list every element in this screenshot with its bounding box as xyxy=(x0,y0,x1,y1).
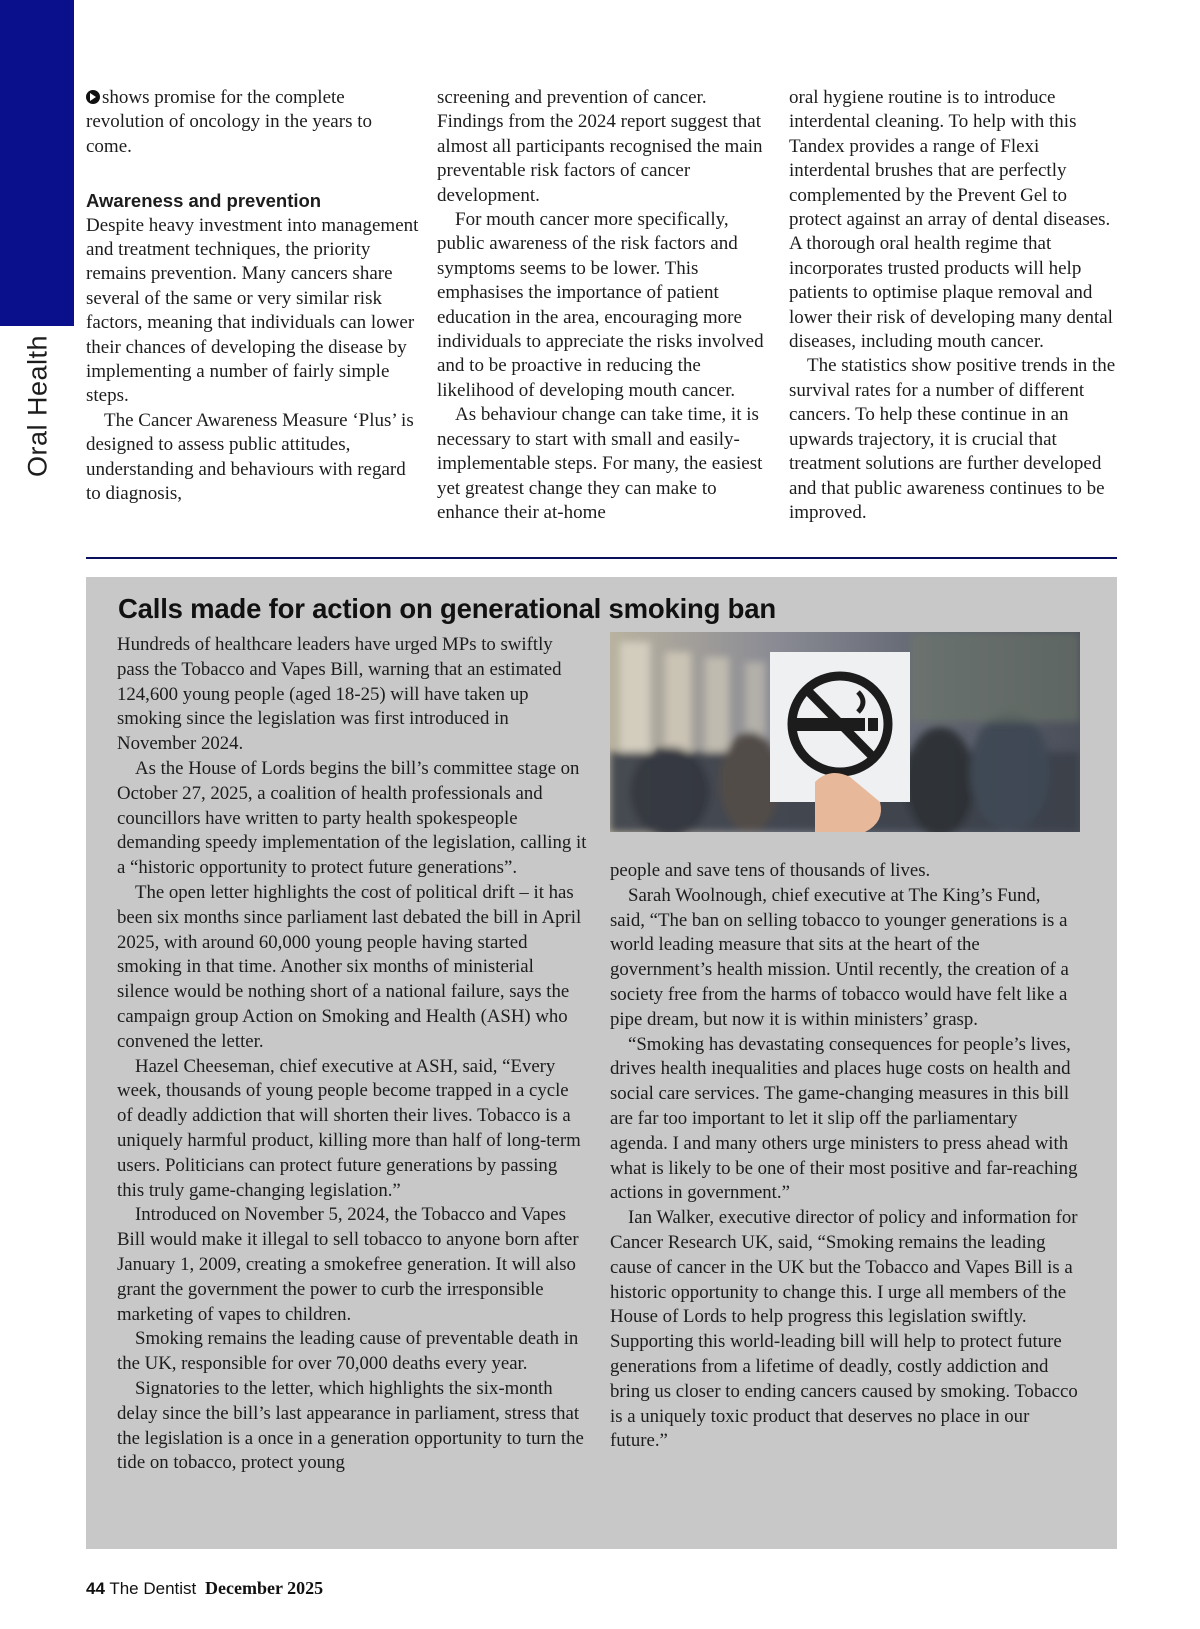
news-paragraph: Signatories to the letter, which highlights the six-month delay since the bill’s last appearance in parliament, stress that the legislation is a once in a generation opportunity to turn the tide on tobacco, protect young xyxy=(117,1377,584,1474)
news-paragraph: Smoking remains the leading cause of preventable death in the UK, responsible for over 70,000 deaths every year. xyxy=(117,1328,579,1375)
news-paragraph: Hazel Cheeseman, chief executive at ASH, said, “Every week, thousands of young people become trapped in a cycle of deadly addiction that will shorten their lives. Tobacco is a uniquely harmful product, killing more than half of long-term users. Politicians can protect future generations by passing this truly game-changing legislation.” xyxy=(117,1055,581,1201)
article-column-3 xyxy=(789,86,1124,525)
article-paragraph: shows promise for the complete revolution of oncology in the years to come. xyxy=(86,87,372,157)
news-paragraph: Sarah Woolnough, chief executive at The King’s Fund, said, “The ban on selling tobacco to younger generations is a world leading measure that sits at the heart of the government’s health mission. Until recently, the creation of a society free from the harms of tobacco would have felt like a pipe dream, but now it is within ministers’ grasp. xyxy=(610,884,1069,1030)
article-paragraph: The Cancer Awareness Measure ‘Plus’ is designed to assess public attitudes, understanding and behaviours with regard to diagnosis, xyxy=(86,409,414,505)
news-paragraph: Hundreds of healthcare leaders have urged MPs to swiftly pass the Tobacco and Vapes Bill, warning that an estimated 124,600 young people (aged 18-25) will have taken up smoking since the legislation was first introduced in November 2024. xyxy=(117,634,562,755)
article-paragraph: Despite heavy investment into management and treatment techniques, the priority remains prevention. Many cancers share several of the same or very similar risk factors, meaning that individuals can lower their chances of developing the disease by implementing a number of fairly simple steps. xyxy=(86,214,419,407)
article-paragraph: oral hygiene routine is to introduce interdental cleaning. To help with this Tandex provides a range of Flexi interdental brushes that are perfectly complemented by the Prevent Gel to protect against an array of dental diseases. A thorough oral health regime that incorporates trusted products will help patients to optimise plaque removal and lower their risk of developing many dental diseases, including mouth cancer. xyxy=(789,87,1113,353)
news-paragraph: The open letter highlights the cost of political drift – it has been six months since parliament last debated the bill in April 2025, with around 60,000 young people having started smoking in that time. Another six months of ministerial silence would be nothing short of a national failure, says the campaign group Action on Smoking and Health (ASH) who convened the letter. xyxy=(117,881,582,1052)
publication-name: The Dentist xyxy=(109,1579,197,1598)
issue-date: December 2025 xyxy=(205,1578,324,1598)
section-divider xyxy=(86,557,1117,559)
news-paragraph: As the House of Lords begins the bill’s committee stage on October 27, 2025, a coalition of health professionals and councillors have written to party health spokespeople demanding speedy implementation of the legislation, calling it a “historic opportunity to protect future generations”. xyxy=(117,757,587,879)
news-paragraph: Ian Walker, executive director of policy and information for Cancer Research UK, said, “Smoking remains the leading cause of cancer in the UK but the Tobacco and Vapes Bill is a historic opportunity to change this. I urge all members of the House of Lords to help progress this legislation swiftly. Supporting this world-leading bill will help to protect future generations from a lifetime of deadly, costly addiction and bring us closer to ending cancers caused by smoking. Tobacco is a uniquely toxic product that deserves no place in our future.” xyxy=(610,1207,1078,1452)
article-paragraph: As behaviour change can take time, it is necessary to start with small and easily-implementable steps. For many, the easiest yet greatest change they can make to enhance their at-home xyxy=(437,404,763,523)
continued-arrow-icon xyxy=(86,90,100,104)
section-label: Oral Health xyxy=(22,334,53,478)
section-color-bar xyxy=(0,0,74,326)
news-box xyxy=(86,577,1117,1549)
no-smoking-sign-image xyxy=(610,632,1080,832)
news-box-title: Calls made for action on generational smoking ban xyxy=(118,593,776,624)
article-paragraph: For mouth cancer more specifically, public awareness of the risk factors and symptoms seems to be lower. This emphasises the importance of patient education in the area, encouraging more individuals to appreciate the risks involved and to be proactive in reducing the likelihood of developing mouth cancer. xyxy=(437,209,764,401)
page-number: 44 xyxy=(86,1579,105,1598)
article-paragraph: screening and prevention of cancer. Findings from the 2024 report suggest that almost all participants recognised the main preventable risk factors of cancer development. xyxy=(437,87,763,206)
article-subheading: Awareness and prevention xyxy=(86,190,322,212)
news-paragraph: “Smoking has devastating consequences for people’s lives, drives health inequalities and places huge costs on health and social care services. The game-changing measures in this bill are far too important to let it slip off the parliamentary agenda. I and many others urge ministers to press ahead with what is likely to be one of their most positive and far-reaching actions in government.” xyxy=(610,1033,1078,1204)
no-smoking-photo xyxy=(610,632,1080,832)
page-footer xyxy=(86,1578,323,1599)
news-paragraph: Introduced on November 5, 2024, the Tobacco and Vapes Bill would make it illegal to sell tobacco to anyone born after January 1, 2009, creating a smokefree generation. It will also grant the government the power to curb the irresponsible marketing of vapes to children. xyxy=(117,1204,579,1325)
article-paragraph: The statistics show positive trends in the survival rates for a number of different cancers. To help these continue in an upwards trajectory, it is crucial that treatment solutions are further developed and that public awareness continues to be improved. xyxy=(789,355,1116,523)
article-column-2 xyxy=(437,86,772,525)
article-column-1 xyxy=(86,86,421,507)
news-box-column-2 xyxy=(610,859,1080,1454)
news-box-column-1 xyxy=(117,633,587,1476)
news-paragraph: people and save tens of thousands of lives. xyxy=(610,860,931,881)
